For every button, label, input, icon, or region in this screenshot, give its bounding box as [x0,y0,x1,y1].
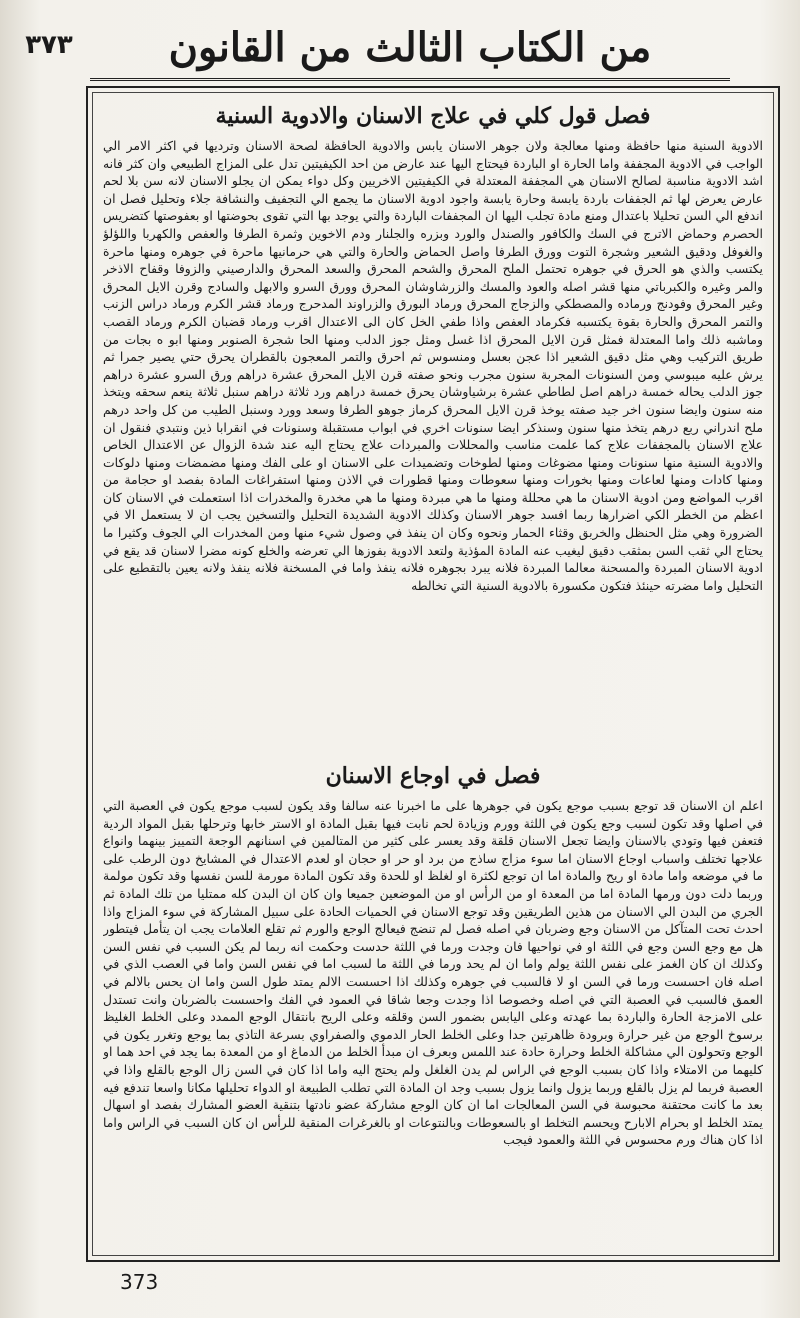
page-number-footer: 373 [120,1270,159,1294]
text-frame [86,86,780,1262]
page-number-arabic: ٣٧٣ [25,30,73,60]
section-body-toothache: اعلم ان الاسنان قد توجع بسبب موجع يكون في جوهرها على ما اخبرنا عنه سالفا وقد يكون لسبب موجع يكون في العصبة التي في اصلها وقد تكون لسبب وجع يكون في اللثة وورم وزيادة لحم نابت فيها بقبل المادة او الاستر خابها وترحلها بقبل المواد الردية فتعفن فيها وتودي بالاسنان وايضا تجعل الاسنان قلقة وقد يعسر على كثير من المتالمين في اسنانهم الوجعة التمييز بينهما وانواع علاجها تختلف واسباب اوجاع الاسنان اما سوء مزاج ساذج من برد او حر او حجان او لعدم الاعتدال في المشايخ دون الرطب على ما في موضعه واما مادة او ريح والمادة اما ان توجع لكثرة او لغلظ او للحدة وقد تكون المادة مورمة للسن نفسها وقد تكون مولمة وربما دلت دون ورمها المادة اما من المعدة او من الرأس او من الموضعين جميعا وان كان ان البدن كله ممتليا من تلك المادة ثم الجري من البدن الي الاسنان من هذين الطريقين وقد توجع الاسنان في الحميات الحادة على سبيل المشاركة في سوء المزاج واذا احدث تحت المتآكل من الاسنان وجع وضربان في اصله فصل لم تنضج فيعالج الوجع والورم ثم تقلع العلامات يجب ان يتأمل فيتطور هل مع وجع السن وجع في اللثة او في نواحيها فان وجدت ورما في اللثة حدست وحكمت انه ربما لم يكن السبب في نفس السن وكذلك ان كان الغمز على نفس اللثة يولم واما ان لم يحد ورما في اللثة ما لسبب اما في نفس السن واما في العصب الذي في اصله فان احسست ورما في السن او لا فالسبب في جوهره وكذلك اذا احسست الالم يمتد طول السن واما ان يحس بالالم في العمق فالسبب في العصبة التي في اصله وخصوصا اذا وجدت وجعا شاقا في العمود في الفك واحسست بالضربان وانت تستدل على الامزجة الحارة والباردة بما عهدته وعلى اليابس بضمور السن وقلقه وعلى الريح بانتقال الوجع الممدد وعلى الخلط الغليظ برسوخ الوجع من غير حرارة وبرودة ظاهرتين جدا وعلى الخلط الحار الدموي والصفراوي بسرعة التاذي بما يوجع وتغرر يكون في الوجع وتحولون الي مشاكلة الخلط وحرارة حادة عند اللمس وبعرف ان مبدأ الخلط من الدماغ او من المعدة بما يجد في احد هما او كليهما من الامتلاء واذا كان بسبب الوجع في الراس لم يدن الغلغل ولم يحتج اليه واما اذا كان في السن زال الوجع بالقلع واذا في العصبة فربما لم يزل بالقلع وربما يزول وانما يزول بسبب وجد ان المادة التي تطلب الطبيعة او الدواء تحليلها مكانا واسعا تندفع فيه بعد ما كانت محتقنة محبوسة في السن المعالجات اما ان كان الوجع مشاركة عضو نادتها بتنقية العضو المشارك بفصد او اسهال يمتد الخلط او بحرام الابارح ويحسم التخلط او بالسعوطات وبالنتوعات او بالغرغرات المنقية للرأس ان كان السبب في الراس واما اذا كان هناك ورم محسوس في اللثة والعمود فيجب [103,798,763,1148]
text-frame-inner [92,92,774,1256]
running-head-title: من الكتاب الثالث من القانون [90,18,730,81]
section-heading-dental-treatment: فصل قول كلي في علاج الاسنان والادوية السنية [215,103,651,129]
section-body-dental-treatment: الادوية السنية منها حافظة ومنها معالجة ولان جوهر الاسنان يابس والادوية الحافظة لصحة الاسنان وترديها في اكثر الامر الي الواجب في الادوية المجففة واما الحارة او الباردة فيحتاج اليها عند عارض من احد الكيفيتين تدل على المزاج الطبيعي وان كثر فانه اشد الادوية مناسبة لصالح الاسنان هي المجففة المعتدلة في الكيفيتين الاخريين وكل دواء يمكن ان يجلو الاسنان لانه سن بلا لحم عارض يعرض لها ثم الجففات باردة يابسة وحارة يابسة واجود ادوية الاسنان ما يجمع الي التجفيف والنشافة جلاء وتحليل فصل ان اندفع الي السن تحليلا باعتدال ومنع مادة تجلب اليها ان المجففات الباردة والتي يوجد بها التي تقوى بحوضتها او بعفوصتها كتضريس الحصرم وحماض الاترج في السك والكافور والصندل والورد وبزره والجلنار ودم الاخوين وثمرة الطرفا والعفص والكهربا واللؤلؤ والغوفل ودقيق الشعير وشجرة التوت وورق الطرفا واصل الحماض والحارة والتي هي حرمانيها ماحرة في جوهره ومنها ماحرة يكتسب والذي هو الحرق في جوهره تحتمل الملح المحرق والشحم المحرق والسعد المحرق والدارصيني والزوفا وقفاح الاذخر والمر وغيره والكبرباتي منها قشر اصله والعود والمسك والزرشاوشان المحرق وورق السرو والابهل والسادج وقرن الايل المحرق وغير المحرق وفودنج ورماده والمصطكي والزجاج المحرق ورماد البورق والزراوند المدحرج ورماد قشر الكرم ورماد دراس الزنب والتمر المحرق والحارة بقوة يكتسبه فكرماد العفص واذا طفي الخل كان الى الاعتدال اقرب ورماد قضبان الكرم ورماد القصب وماشبه ذلك واما المعتدلة فمثل قرن الايل المحرق اذا غسل ومثل جوز الدلب ومنها الحا شجرة الصنوبر ومنها ابو ه بجات من طريق التركيب وهي مثل دقيق الشعير اذا عجن بعسل ومنسوس ثم احرق والتمر المعجون بالقطران يحرق حتي يصير جمرا ثم يرش عليه ميبوسي ومن السنونات المجربة سنون مجرب ونحو صفته قرن الايل المحرق عشرة دراهم ورق السرو عشرة دراهم جوز الدلب يحاله خمسة دراهم اصل لطاطي عشرة برشياوشان يحرق خمسة دراهم ورد ثلاثة دراهم سنبل ثلاثة ينعم سحقه ويتخذ منه سنون وايضا سنون اخر جيد صفته يوخذ قرن الايل المحرق كرماز جوهو الطرفا وسعد وورد وسنبل الطيب من كل واحد درهم ملح اندراني ربع درهم يتخذ منها سنون وسنذكر ايضا سنونات اخري في ابواب مستقبلة وسنونات في انقرابا ذين ونتبدي فنقول ان علاج الاسنان بالمجففات علاج كما علمت مناسب والمحللات والمبردات علاج يحتاج اليه عند شدة الزوال عن الاعتدال الخاص والادوية السنية منها سنونات ومنها مضوغات ومنها لطوخات وتضميدات على الاسنان او على الفك ومنها مضمضات ومنها دلوكات ومنها كادات ومنها لعاعات ومنها بخورات ومنها سعوطات ومنها قطورات في الاذن ومنها استفراغات المادة بفصد او حجامة من اقرب المواضع ومن ادوية الاسنان ما هي محللة ومنها ما هي مبردة ومنها ما هي مخدرة والمخدرات اذا استعملت في الاسنان كان اعظم من الخطر الكي اضرارها ربما افسد جوهر الاسنان وكذلك الادوية الشديدة التحليل والتسخين يجب ان لا يستعمل الا في الضرورة وهي مثل الحنظل والخربق وقثاء الحمار ونحوه وكان ان ينفذ في وصول شيء منها ومن المخدرات الي الجوف وكثيرا ما يحتاج الي ثقب السن بمثقب دقيق ليغيب عنه المادة المؤذية ولتعد الادوية بفوزها الي تعرضه والخلع كونه مضرا لاسنان قد يقع في ادوية الاسنان المبردة والمسحنة معالما المبردة فلانه يبرد بجوهره فلانه ينفذ واما في المسخنة فلانه ينفذ ولانه يعين بالتقطيع على التحليل واما مضرته حينئذ فتكون مكسورة بالادوية السنية التي تخالطه [103,138,763,593]
section-heading-toothache: فصل في اوجاع الاسنان [325,763,541,789]
